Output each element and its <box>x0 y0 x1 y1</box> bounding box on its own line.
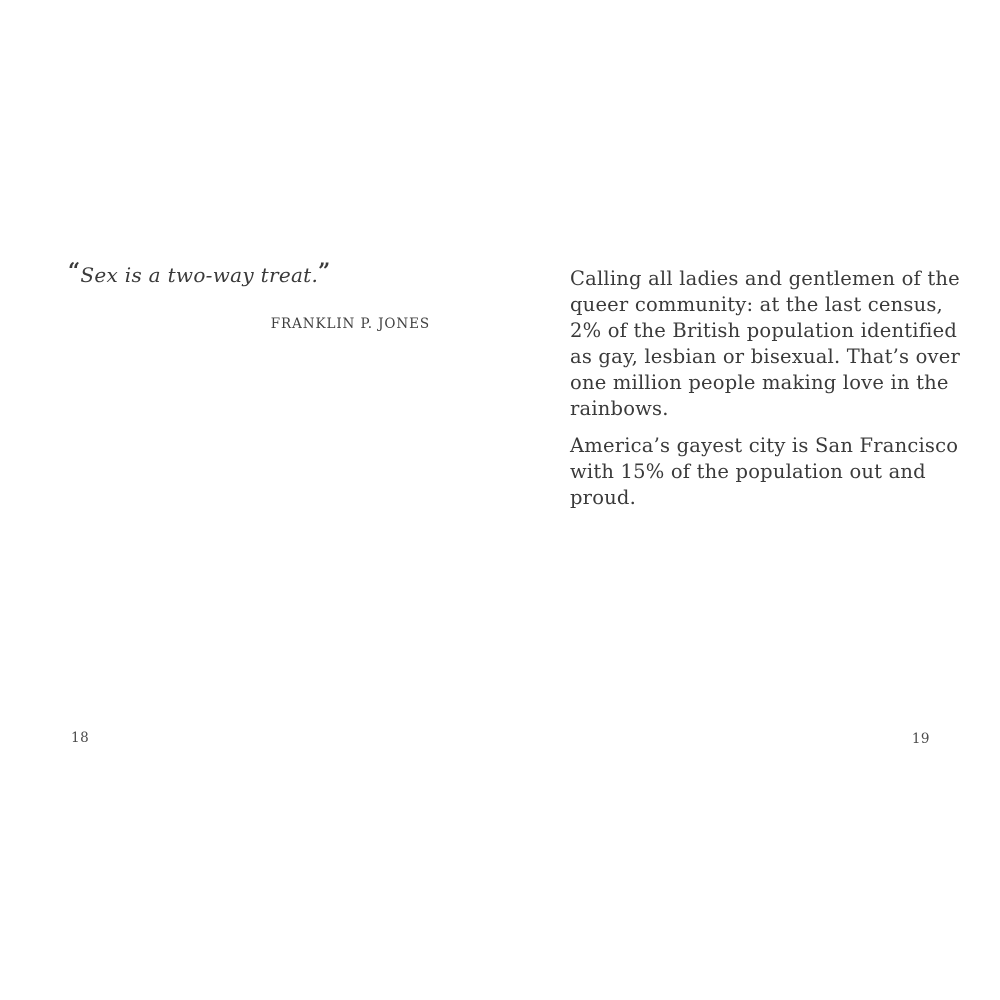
text-line: rainbows. <box>570 397 669 420</box>
text-line: with 15% of the population out and <box>570 460 926 483</box>
paragraph-1 <box>570 266 960 422</box>
text-line: queer community: at the last census, <box>570 293 943 316</box>
text-line: 2% of the British population identified <box>570 319 958 342</box>
quote-attribution: FRANKLIN P. JONES <box>270 316 430 332</box>
body-text <box>570 266 960 511</box>
text-line: proud. <box>570 486 636 509</box>
text-line: as gay, lesbian or bisexual. That’s over <box>570 345 961 368</box>
text-line: America’s gayest city is San Francisco <box>570 434 959 457</box>
quote-text: Sex is a two-way treat. <box>80 263 319 287</box>
text-line: Calling all ladies and gentlemen of the <box>570 267 960 290</box>
paragraph-2 <box>570 433 960 511</box>
text-line: one million people making love in the <box>570 371 949 394</box>
close-quote-mark: ” <box>318 258 331 283</box>
page-number-left: 18 <box>71 730 90 746</box>
quote <box>68 258 331 287</box>
page-number-right: 19 <box>911 731 930 747</box>
open-quote-mark: “ <box>68 258 81 283</box>
